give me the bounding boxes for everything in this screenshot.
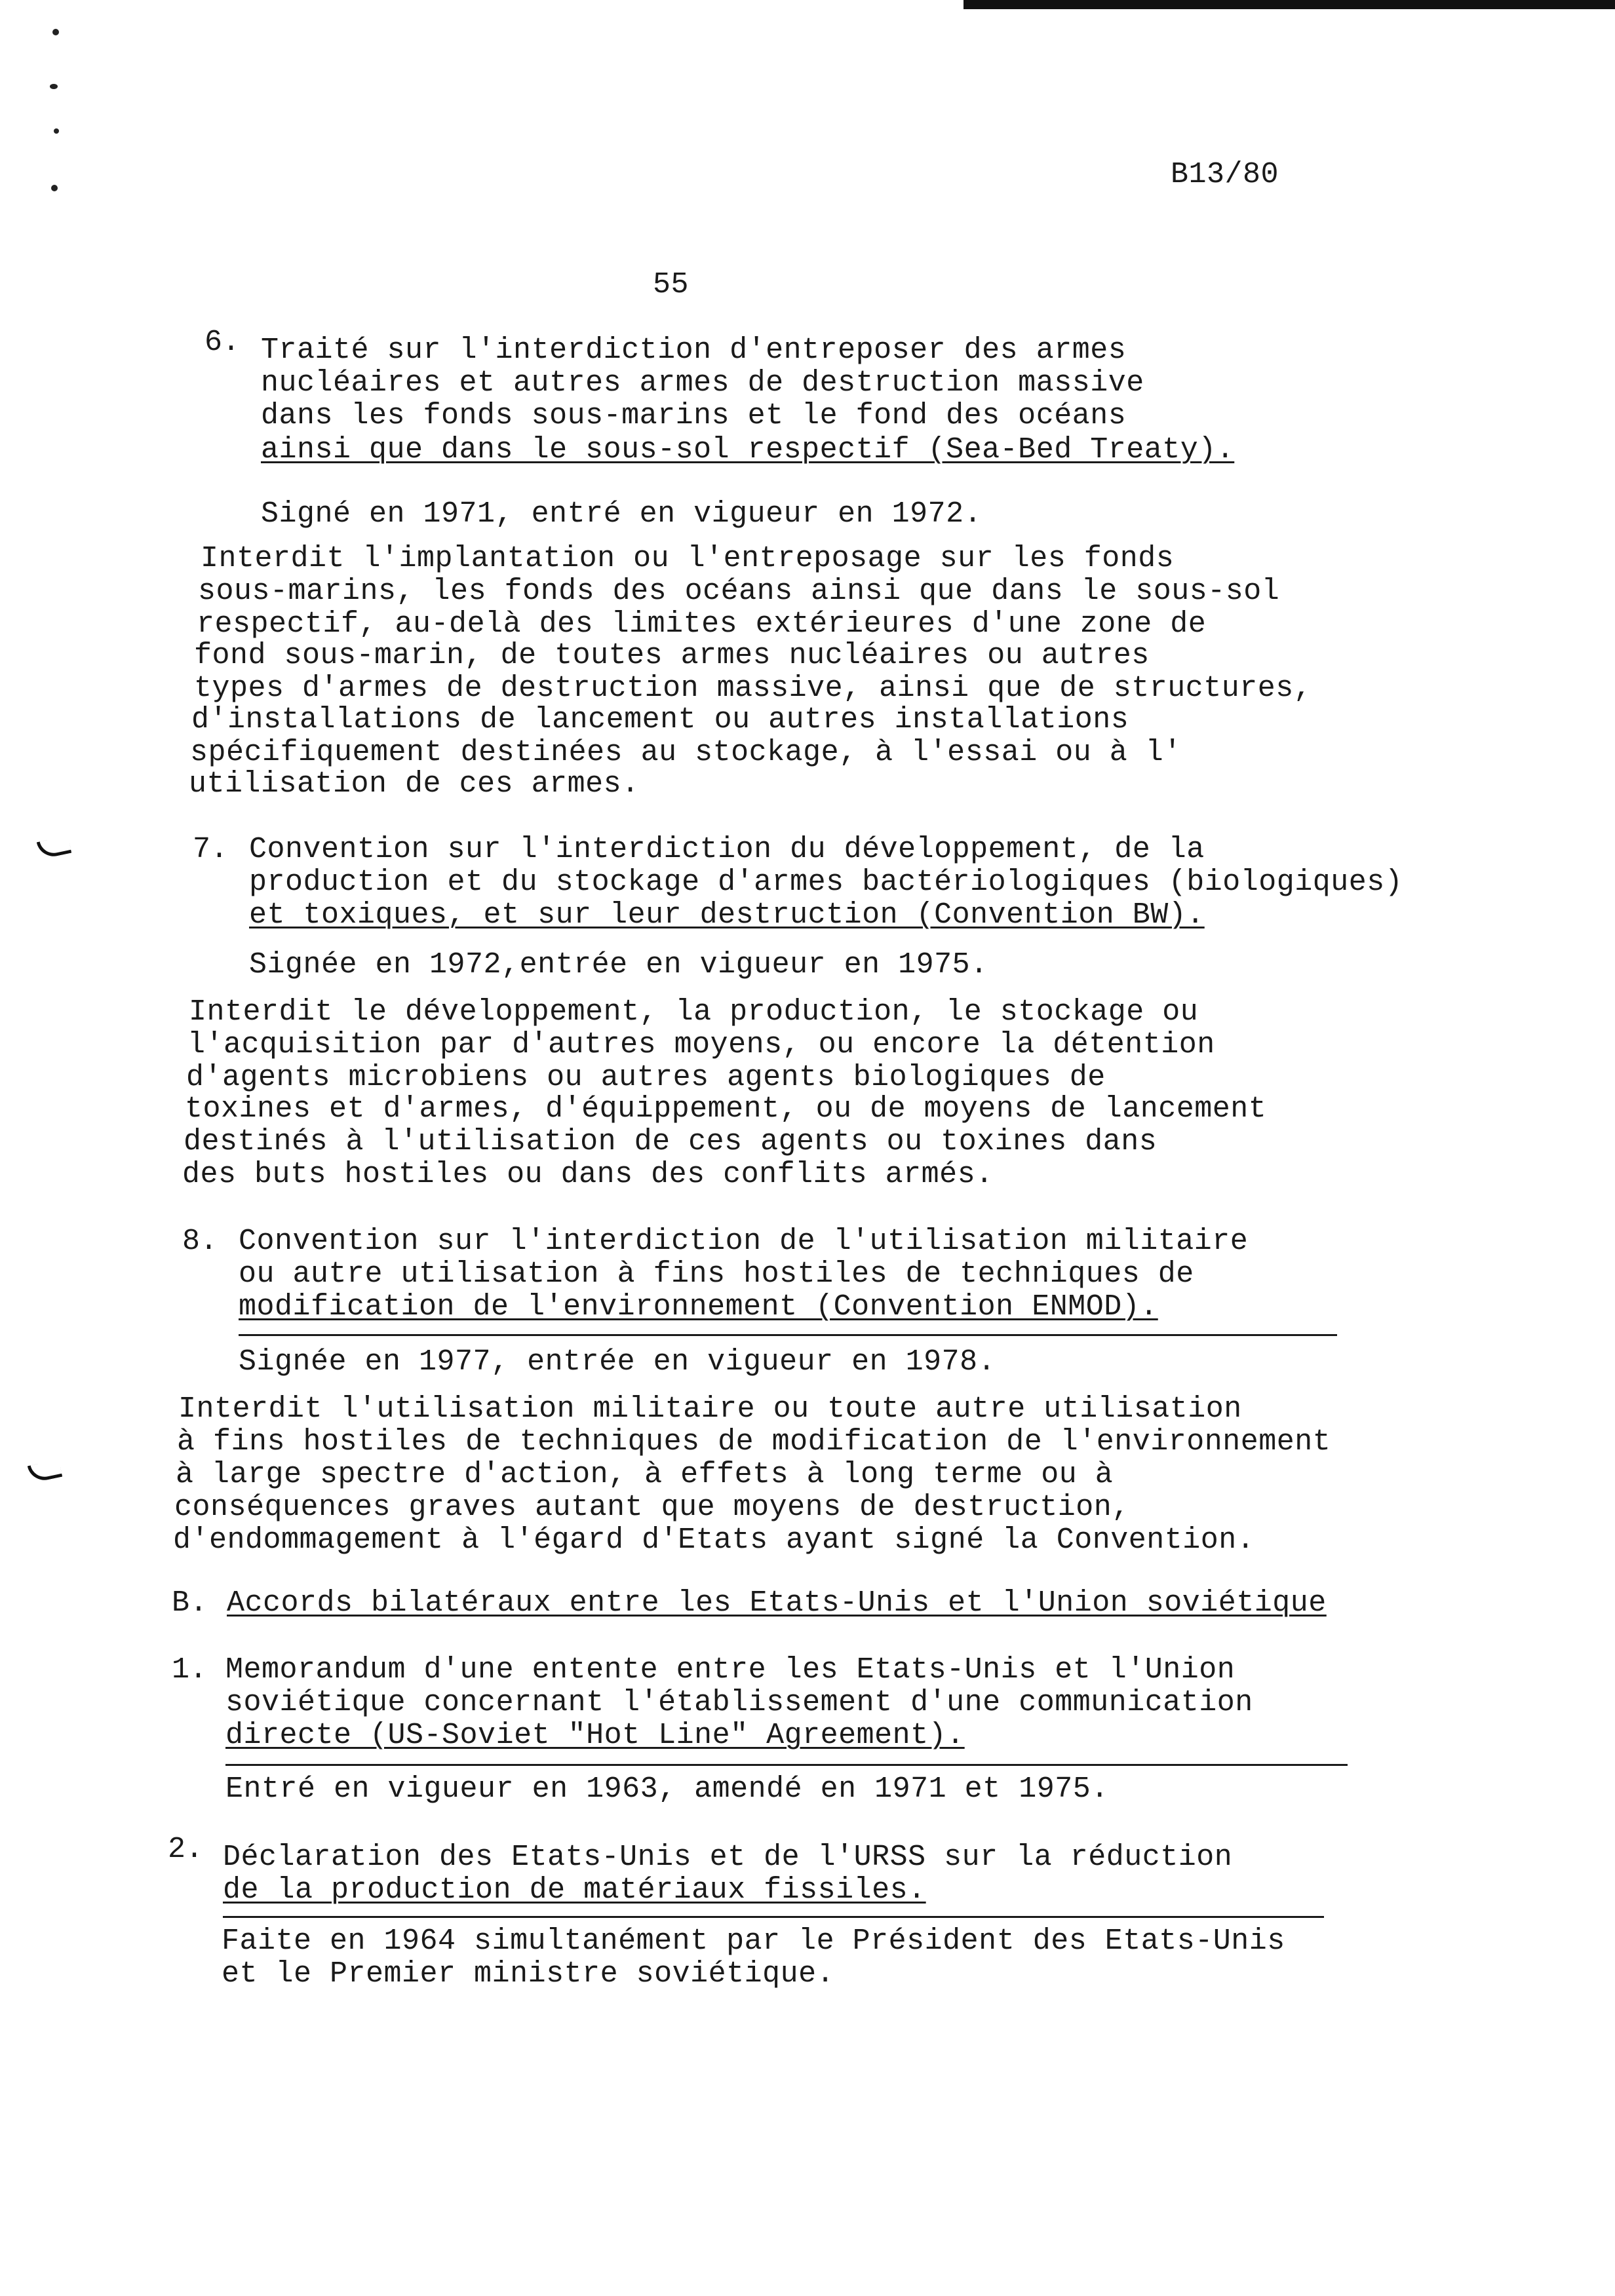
item-body-line: Interdit le développement, la production, le stockage ou: [189, 995, 1199, 1029]
scan-dot: [50, 84, 58, 89]
section-letter: B.: [172, 1586, 208, 1620]
scan-margin-mark: [37, 835, 72, 860]
item-body-line: à fins hostiles de techniques de modification de l'environnement: [177, 1425, 1331, 1459]
item-body-line: sous-marins, les fonds des océans ainsi que dans le sous-sol: [198, 575, 1280, 608]
item-body-line: destinés à l'utilisation de ces agents ou toxines dans: [184, 1125, 1158, 1158]
document-reference: B13/80: [1171, 158, 1279, 191]
item-body-line: types d'armes de destruction massive, ainsi que de structures,: [194, 672, 1312, 705]
item-number: 7.: [193, 833, 229, 866]
item-title-line: Traité sur l'interdiction d'entreposer des armes: [261, 334, 1127, 367]
item-title-line: dans les fonds sous-marins et le fond des océans: [261, 399, 1127, 432]
page-number: 55: [653, 268, 690, 301]
scan-margin-mark: [28, 1459, 63, 1483]
scan-edge-bar: [963, 0, 1615, 9]
section-heading: Accords bilatéraux entre les Etats-Unis et l'Union soviétique: [227, 1586, 1327, 1620]
item-title-line: ainsi que dans le sous-sol respectif (Sea-Bed Treaty).: [261, 433, 1235, 467]
item-title-line: Convention sur l'interdiction de l'utilisation militaire: [239, 1225, 1249, 1258]
item-title-line: Memorandum d'une entente entre les Etats-Unis et l'Union: [225, 1653, 1236, 1687]
item-status-line: Faite en 1964 simultanément par le Président des Etats-Unis: [222, 1924, 1285, 1958]
item-body-line: d'installations de lancement ou autres installations: [191, 703, 1129, 737]
item-body-line: Interdit l'implantation ou l'entreposage sur les fonds: [201, 542, 1175, 575]
scan-dot: [54, 128, 59, 134]
scan-dot: [51, 185, 58, 191]
item-body-line: toxines et d'armes, d'équippement, ou de moyens de lancement: [185, 1092, 1267, 1126]
item-body-line: d'endommagement à l'égard d'Etats ayant signé la Convention.: [173, 1523, 1255, 1557]
item-body-line: à large spectre d'action, à effets à long terme ou à: [176, 1458, 1114, 1491]
item-number: 6.: [204, 326, 241, 359]
item-body-line: fond sous-marin, de toutes armes nucléaires ou autres: [194, 639, 1150, 672]
underline-rule: [223, 1916, 1324, 1918]
item-body-line: Interdit l'utilisation militaire ou toute autre utilisation: [178, 1392, 1242, 1426]
item-number: 2.: [168, 1833, 204, 1866]
item-body-line: des buts hostiles ou dans des conflits armés.: [182, 1158, 994, 1191]
item-body-line: conséquences graves autant que moyens de destruction,: [174, 1491, 1130, 1524]
item-body-line: spécifiquement destinées au stockage, à l'essai ou à l': [190, 736, 1182, 769]
underline-rule: [239, 1334, 1337, 1336]
item-title-line: Déclaration des Etats-Unis et de l'URSS sur la réduction: [223, 1841, 1233, 1874]
underline-rule: [225, 1764, 1348, 1766]
item-body-line: respectif, au-delà des limites extérieures d'une zone de: [197, 607, 1207, 641]
item-title-line: Convention sur l'interdiction du développement, de la: [249, 833, 1205, 866]
item-status: Signée en 1972,entrée en vigueur en 1975.: [249, 948, 988, 982]
item-title-line: modification de l'environnement (Convention ENMOD).: [239, 1290, 1158, 1324]
item-title-line: de la production de matériaux fissiles.: [223, 1873, 926, 1907]
item-number: 1.: [172, 1653, 208, 1687]
item-title-line: directe (US-Soviet "Hot Line" Agreement).: [225, 1719, 965, 1752]
scan-dot: [52, 29, 59, 35]
item-status-line: et le Premier ministre soviétique.: [222, 1957, 835, 1991]
item-title-line: soviétique concernant l'établissement d'une communication: [225, 1686, 1253, 1719]
item-title-line: ou autre utilisation à fins hostiles de techniques de: [239, 1257, 1194, 1291]
item-status: Entré en vigueur en 1963, amendé en 1971 et 1975.: [225, 1772, 1109, 1806]
item-status: Signée en 1977, entrée en vigueur en 1978.: [239, 1345, 996, 1379]
item-title-line: nucléaires et autres armes de destruction massive: [261, 366, 1144, 400]
item-status: Signé en 1971, entré en vigueur en 1972.: [261, 497, 983, 531]
item-body-line: utilisation de ces armes.: [189, 767, 640, 801]
item-title-line: et toxiques, et sur leur destruction (Convention BW).: [249, 898, 1205, 932]
item-number: 8.: [182, 1225, 218, 1258]
item-body-line: l'acquisition par d'autres moyens, ou encore la détention: [187, 1028, 1215, 1062]
item-title-line: production et du stockage d'armes bactériologiques (biologiques): [249, 866, 1403, 899]
item-body-line: d'agents microbiens ou autres agents biologiques de: [186, 1061, 1106, 1094]
